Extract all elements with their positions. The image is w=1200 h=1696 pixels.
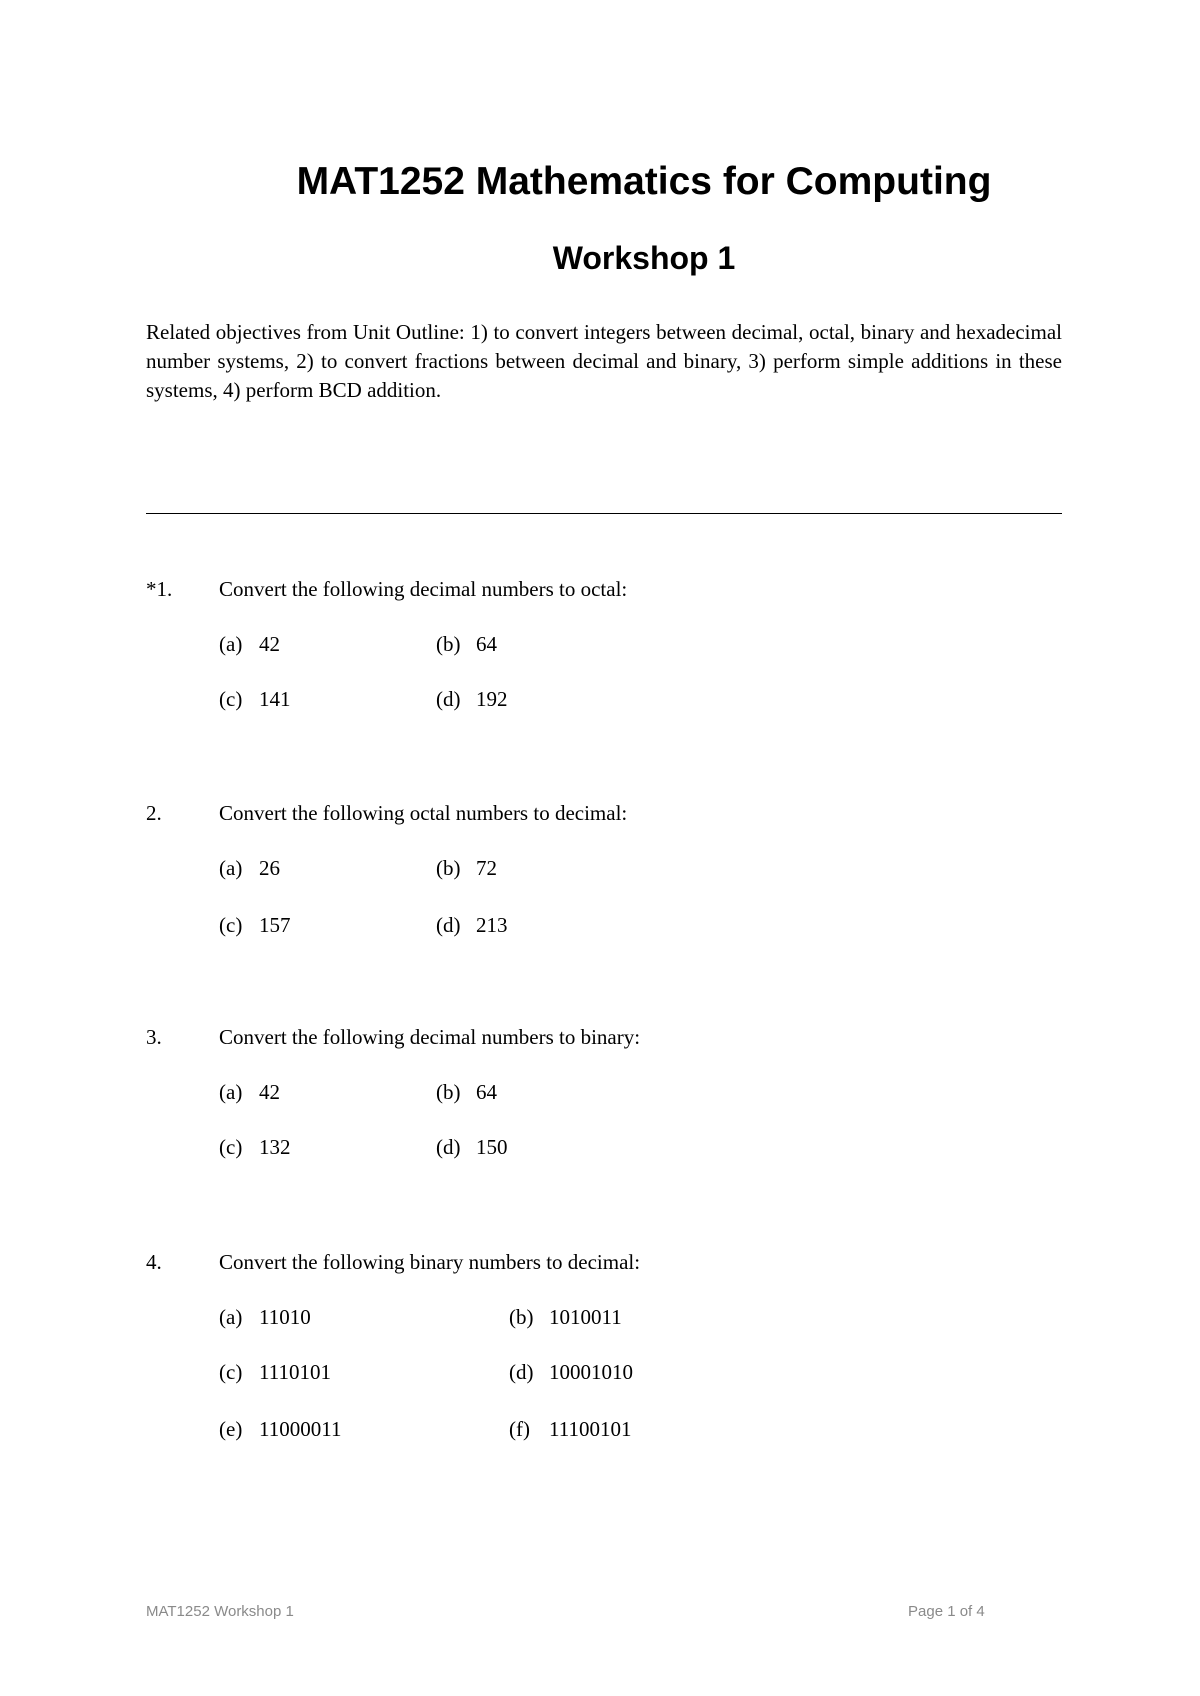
question-part — [219, 687, 291, 712]
part-label: (c) — [219, 1135, 243, 1159]
part-label: (f) — [509, 1417, 530, 1441]
question-text: Convert the following decimal numbers to binary: — [219, 1025, 641, 1049]
part-label: (c) — [219, 1360, 243, 1384]
part-value: 213 — [476, 913, 508, 937]
question-part — [509, 1417, 631, 1442]
part-label: (a) — [219, 1080, 243, 1104]
question-part — [219, 1080, 280, 1105]
part-label: (b) — [436, 856, 461, 880]
question-part — [436, 856, 497, 881]
part-label: (a) — [219, 1305, 243, 1329]
part-value: 64 — [476, 1080, 497, 1104]
question-part — [436, 632, 497, 657]
part-value: 11000011 — [259, 1417, 342, 1441]
question-part — [436, 913, 508, 938]
question-number: 2. — [146, 801, 162, 825]
part-value: 11100101 — [549, 1417, 632, 1441]
question-text: Convert the following decimal numbers to octal: — [219, 577, 628, 601]
part-value: 64 — [476, 632, 497, 656]
part-value: 11010 — [259, 1305, 311, 1329]
document-subtitle: Workshop 1 — [552, 240, 736, 276]
part-label: (d) — [509, 1360, 534, 1384]
part-value: 72 — [476, 856, 497, 880]
question-part — [436, 687, 508, 712]
question-part — [219, 1417, 341, 1442]
part-value: 26 — [259, 856, 280, 880]
part-label: (e) — [219, 1417, 243, 1441]
footer-left: MAT1252 Workshop 1 — [146, 1603, 294, 1620]
part-value: 1110101 — [259, 1360, 331, 1384]
part-value: 42 — [259, 1080, 280, 1104]
part-label: (b) — [436, 632, 461, 656]
part-value: 192 — [476, 687, 508, 711]
part-label: (d) — [436, 1135, 461, 1159]
part-label: (b) — [436, 1080, 461, 1104]
question-part — [219, 856, 280, 881]
question-text: Convert the following octal numbers to decimal: — [219, 801, 628, 825]
question-part — [509, 1360, 633, 1385]
document-title: MAT1252 Mathematics for Computing — [296, 160, 992, 203]
question-number: 3. — [146, 1025, 162, 1049]
question-number: 4. — [146, 1250, 162, 1274]
question-part — [436, 1080, 497, 1105]
part-label: (c) — [219, 913, 243, 937]
part-value: 157 — [259, 913, 291, 937]
question-number: *1. — [146, 577, 173, 601]
question-part — [219, 632, 280, 657]
question-part — [219, 1135, 291, 1160]
question-part — [436, 1135, 508, 1160]
part-label: (a) — [219, 856, 243, 880]
question-part — [219, 1305, 311, 1330]
objectives-paragraph: Related objectives from Unit Outline: 1) to convert integers between decimal, octal, binary and hexadecimal number systems, 2) to convert fractions between decimal and binary, 3) perform simple additions in these systems, 4) perform BCD addition. — [146, 320, 1062, 402]
part-label: (a) — [219, 632, 243, 656]
part-value: 141 — [259, 687, 291, 711]
part-value: 132 — [259, 1135, 291, 1159]
part-label: (d) — [436, 913, 461, 937]
section-divider — [146, 513, 1062, 514]
part-label: (b) — [509, 1305, 534, 1329]
part-value: 10001010 — [549, 1360, 633, 1384]
question-part — [219, 913, 291, 938]
question-part — [509, 1305, 622, 1330]
question-text: Convert the following binary numbers to decimal: — [219, 1250, 641, 1274]
footer-page-number: Page 1 of 4 — [908, 1603, 985, 1620]
part-value: 42 — [259, 632, 280, 656]
part-value: 150 — [476, 1135, 508, 1159]
part-label: (c) — [219, 687, 243, 711]
part-value: 1010011 — [549, 1305, 622, 1329]
question-part — [219, 1360, 331, 1385]
part-label: (d) — [436, 687, 461, 711]
